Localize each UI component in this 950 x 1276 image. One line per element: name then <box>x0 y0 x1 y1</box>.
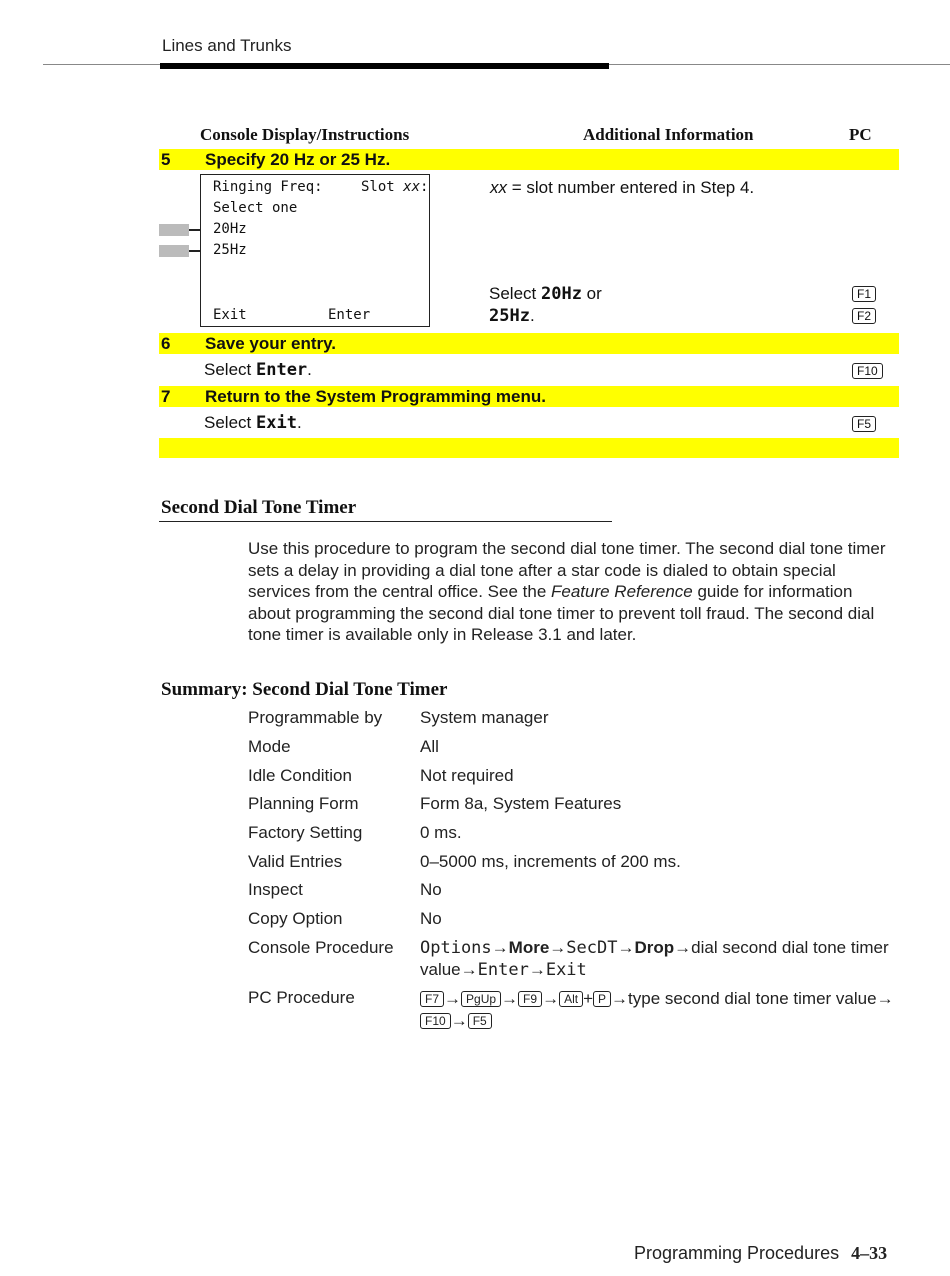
page-number: 4–33 <box>851 1243 888 1263</box>
step-text: Return to the System Programming menu. <box>205 387 546 406</box>
step7-instruction <box>204 413 302 433</box>
screen-exit-button[interactable]: Exit <box>213 307 247 323</box>
info-option-20hz: 20Hz <box>540 284 582 304</box>
step-number: 7 <box>161 387 171 406</box>
f10-key[interactable]: F10 <box>852 363 883 379</box>
selection-marker <box>159 245 189 257</box>
para-part2: guide for information about programming the second dial tone timer to prevent toll fraud. The second dial tone timer is available only in Release 3.1 and later. <box>248 582 875 644</box>
summary-value: No <box>420 880 442 899</box>
screen-title: Ringing Freq: <box>213 179 323 195</box>
info-slot-note <box>490 178 754 198</box>
alt-key[interactable]: Alt <box>559 991 583 1007</box>
info-option-25hz: 25Hz <box>489 306 530 326</box>
step-number: 5 <box>161 150 171 169</box>
proc-text: dial second dial tone timer value <box>420 938 889 979</box>
instruction-end: . <box>307 360 312 379</box>
arrow: → <box>876 989 894 1008</box>
instruction-prefix: Select <box>204 413 256 432</box>
selection-pointer <box>189 229 200 231</box>
summary-label: Inspect <box>248 880 303 899</box>
arrow: → <box>528 960 546 979</box>
instruction-prefix: Select <box>204 360 256 379</box>
screen-slot-var: xx <box>403 179 421 195</box>
info-select-line2 <box>489 306 535 326</box>
summary-value: No <box>420 909 442 928</box>
summary-value: System manager <box>420 708 549 727</box>
column-heading-pc: PC <box>849 125 872 144</box>
step-bar <box>159 333 899 354</box>
summary-value: All <box>420 737 439 756</box>
summary-label: Mode <box>248 737 291 756</box>
f5-key[interactable]: F5 <box>468 1013 492 1029</box>
screen-slot <box>361 179 428 195</box>
step-text: Specify 20 Hz or 25 Hz. <box>205 150 391 169</box>
para-part1: Use this procedure to program the second dial tone timer. The second dial tone timer sets a delay in providing a dial tone after a star code is dialed to obtain special services from the central office. See the <box>248 539 886 601</box>
section-rule <box>159 521 612 522</box>
screen-slot-colon: : <box>420 179 429 195</box>
info-select-line1 <box>489 284 602 304</box>
step-bar <box>159 149 899 170</box>
p-key[interactable]: P <box>593 991 611 1007</box>
arrow: → <box>674 938 692 957</box>
f5-key[interactable]: F5 <box>852 416 876 432</box>
pc-procedure <box>420 988 900 1032</box>
end-bar <box>159 438 899 458</box>
pgup-key[interactable]: PgUp <box>461 991 501 1007</box>
arrow: → <box>542 989 560 1008</box>
summary-label: Copy Option <box>248 909 343 928</box>
summary-label: Factory Setting <box>248 823 363 842</box>
summary-value: Not required <box>420 766 514 785</box>
section-paragraph <box>248 538 898 646</box>
f7-key[interactable]: F7 <box>420 991 444 1007</box>
plus-sign: + <box>583 989 594 1008</box>
exit-command: Exit <box>255 413 297 433</box>
console-screen <box>200 174 430 327</box>
info-slot-var: xx <box>490 178 507 197</box>
cmd-drop: Drop <box>634 938 675 957</box>
screen-slot-label: Slot <box>361 179 404 195</box>
info-select-end: . <box>529 306 535 325</box>
section-title: Second Dial Tone Timer <box>161 497 357 518</box>
summary-label: Valid Entries <box>248 852 343 871</box>
cmd-more: More <box>508 938 550 957</box>
info-select-or: or <box>581 284 602 303</box>
arrow: → <box>444 989 462 1008</box>
step6-instruction <box>204 360 312 380</box>
f10-key[interactable]: F10 <box>420 1013 451 1029</box>
screen-option-20hz[interactable]: 20Hz <box>213 221 247 237</box>
arrow: → <box>491 938 509 957</box>
screen-enter-button[interactable]: Enter <box>328 307 371 323</box>
arrow: → <box>549 938 567 957</box>
header-rule-thick <box>160 63 609 69</box>
info-slot-text: = slot number entered in Step 4. <box>507 178 755 197</box>
cmd-secdt: SecDT <box>566 938 618 958</box>
selection-marker <box>159 224 189 236</box>
step-bar <box>159 386 899 407</box>
step-text: Save your entry. <box>205 334 337 353</box>
summary-label: PC Procedure <box>248 988 355 1007</box>
summary-value: Form 8a, System Features <box>420 794 622 813</box>
arrow: → <box>501 989 519 1008</box>
screen-option-25hz[interactable]: 25Hz <box>213 242 247 258</box>
cmd-exit: Exit <box>545 960 587 980</box>
summary-label: Idle Condition <box>248 766 352 785</box>
summary-label: Programmable by <box>248 708 383 727</box>
info-select-prefix: Select <box>489 284 541 303</box>
arrow: → <box>617 938 635 957</box>
console-procedure <box>420 937 900 981</box>
arrow: → <box>450 1011 468 1030</box>
step-number: 6 <box>161 334 171 353</box>
cmd-enter: Enter <box>477 960 529 980</box>
arrow: → <box>460 960 478 979</box>
f2-key[interactable]: F2 <box>852 308 876 324</box>
cmd-options: Options <box>420 938 492 958</box>
instruction-end: . <box>296 413 302 432</box>
running-header: Lines and Trunks <box>162 36 292 55</box>
summary-value: 0–5000 ms, increments of 200 ms. <box>420 852 681 871</box>
screen-subtitle: Select one <box>213 200 298 216</box>
selection-pointer <box>189 250 200 252</box>
f9-key[interactable]: F9 <box>518 991 542 1007</box>
feature-reference-title: Feature Reference <box>551 582 693 601</box>
enter-command: Enter <box>255 360 308 380</box>
summary-title: Summary: Second Dial Tone Timer <box>161 679 448 700</box>
summary-value: 0 ms. <box>420 823 462 842</box>
proc-text: type second dial tone timer value <box>628 989 877 1008</box>
page-footer <box>634 1243 887 1264</box>
column-heading-info: Additional Information <box>583 125 754 144</box>
arrow: → <box>611 989 629 1008</box>
footer-title: Programming Procedures <box>634 1243 840 1263</box>
f1-key[interactable]: F1 <box>852 286 876 302</box>
column-heading-console: Console Display/Instructions <box>200 125 410 144</box>
summary-label: Console Procedure <box>248 938 394 957</box>
summary-label: Planning Form <box>248 794 359 813</box>
